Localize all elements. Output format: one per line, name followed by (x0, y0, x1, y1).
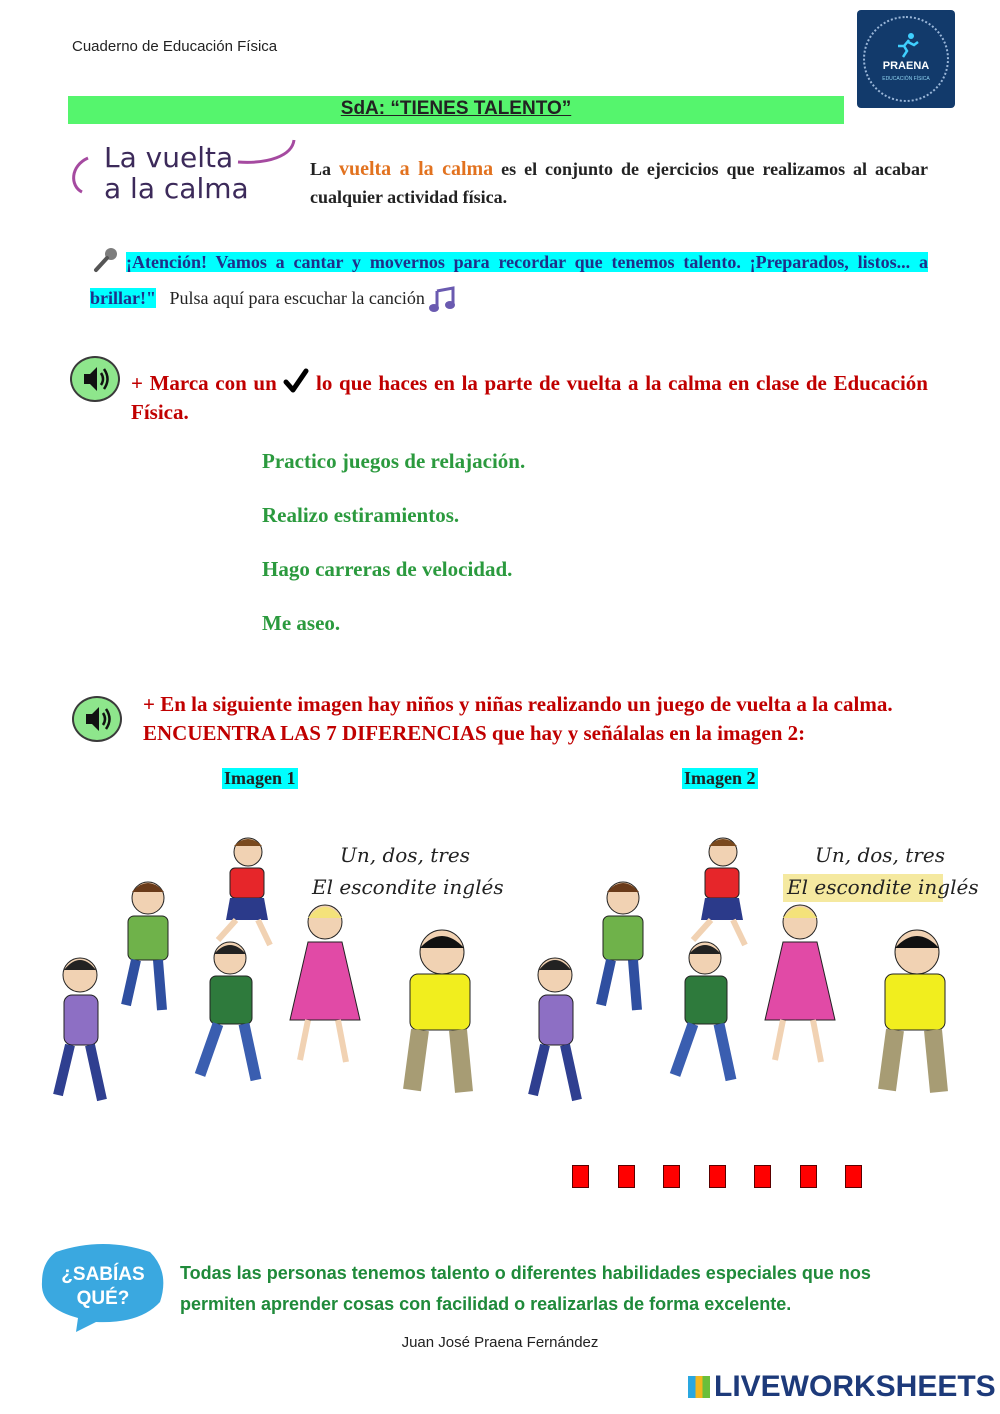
option-carreras[interactable]: Hago carreras de velocidad. (262, 557, 513, 581)
image2-illustration[interactable] (525, 830, 979, 1130)
music-notes-icon[interactable] (429, 287, 457, 313)
difference-box[interactable] (618, 1165, 635, 1188)
difference-box[interactable] (845, 1165, 862, 1188)
speech-line1: Un, dos, tres (340, 843, 470, 867)
logo-subtitle: EDUCACIÓN FÍSICA (882, 76, 930, 82)
speech-line2: El escondite inglés (312, 875, 504, 899)
image1-label: Imagen 1 (224, 768, 296, 788)
notebook-title: Cuaderno de Educación Física (72, 38, 278, 55)
question-1-pre: + Marca con un (131, 371, 284, 395)
differences-answer-row (572, 1165, 872, 1189)
checkmark-icon (283, 368, 309, 394)
question-2-line2: ENCUENTRA LAS 7 DIFERENCIAS que hay y señálalas en la imagen 2: (143, 721, 806, 745)
logo-brand: PRAENA (882, 60, 930, 72)
intro-pre: La (310, 159, 339, 179)
runner-icon (894, 32, 920, 58)
sabias-que-text (180, 1258, 880, 1320)
praena-logo (857, 10, 955, 108)
difference-box[interactable] (800, 1165, 817, 1188)
speaker-button-q1[interactable] (70, 356, 120, 402)
liveworksheets-text: LIVEWORKSHEETS (714, 1370, 996, 1403)
section-heading-line1: La vuelta (104, 141, 234, 174)
intro-paragraph (310, 155, 928, 211)
author-footer: Juan José Praena Fernández (401, 1334, 599, 1351)
question-2 (143, 690, 893, 748)
sabias-line1: ¿SABÍAS (61, 1264, 145, 1285)
speaker-button-q2[interactable] (72, 696, 122, 742)
speaker-icon (74, 698, 120, 740)
speech2-line1: Un, dos, tres (815, 843, 945, 867)
difference-box[interactable] (663, 1165, 680, 1188)
option-relajacion[interactable]: Practico juegos de relajación. (262, 449, 526, 473)
sabias-que-badge (36, 1242, 170, 1334)
image1-illustration (50, 830, 504, 1130)
question-2-line1: + En la siguiente imagen hay niños y niñas realizando un juego de vuelta a la calma. (143, 692, 893, 716)
difference-box[interactable] (572, 1165, 589, 1188)
listen-song-link[interactable]: Pulsa aquí para escuchar la canción (169, 288, 425, 308)
option-estiramientos[interactable]: Realizo estiramientos. (262, 503, 460, 527)
speech2-line2: El escondite inglés (787, 875, 979, 899)
liveworksheets-logo-icon (688, 1376, 710, 1398)
option-aseo[interactable]: Me aseo. (262, 611, 341, 635)
section-heading-line2: a la calma (104, 172, 249, 205)
question-1-post: lo que haces en la parte de vuelta a la calma en clase de Educación Física. (131, 371, 928, 424)
liveworksheets-watermark (688, 1370, 996, 1404)
intro-highlight: vuelta a la calma (338, 158, 494, 180)
question-1 (131, 368, 928, 427)
section-heading (104, 142, 249, 204)
attention-paragraph (90, 244, 928, 316)
intro-post: es el conjunto de ejercicios que realizamos al acabar cualquier actividad física. (310, 159, 928, 207)
sabias-line2: QUÉ? (76, 1288, 130, 1309)
image2-label: Imagen 2 (684, 768, 756, 788)
sabias-text-content: Todas las personas tenemos talento o diferentes habilidades especiales que nos permiten aprender cosas con facilidad o realizarlas de forma excelente. (180, 1263, 871, 1314)
difference-box[interactable] (754, 1165, 771, 1188)
speaker-icon (72, 358, 118, 400)
difference-box[interactable] (709, 1165, 726, 1188)
page-title: SdA: “TIENES TALENTO” (340, 98, 572, 119)
attention-text: ¡Atención! Vamos a cantar y movernos para recordar que tenemos talento. ¡Preparados, listos... a brillar!" (90, 252, 928, 308)
